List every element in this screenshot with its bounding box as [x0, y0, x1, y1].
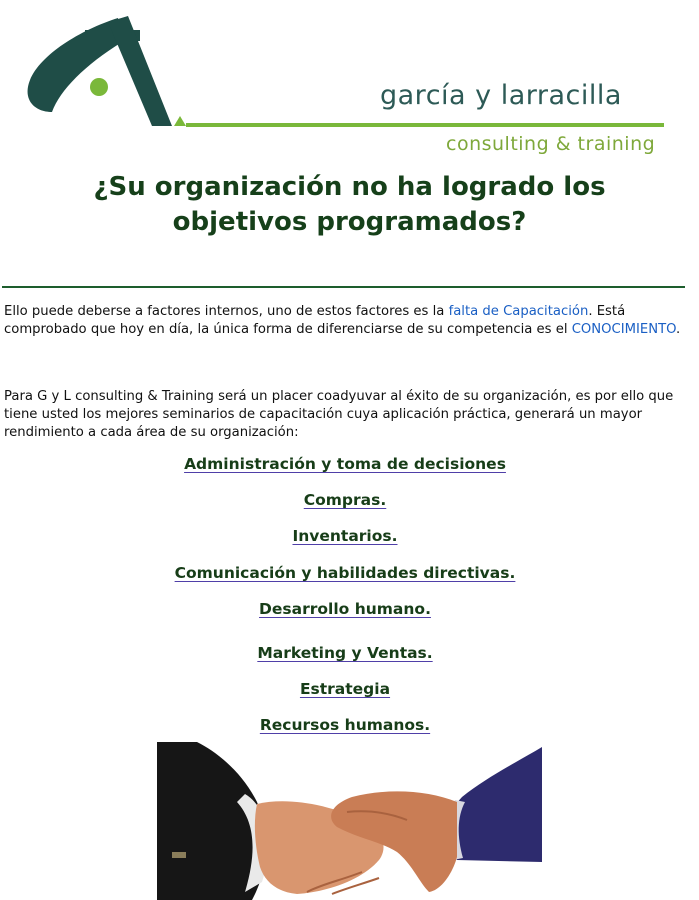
intro-text-3: .: [675, 322, 681, 337]
topic-link-comunicacion[interactable]: [0, 564, 690, 582]
topic-label[interactable]: Compras.: [303, 491, 387, 509]
intro-highlight-conocimiento: CONOCIMIENTO: [571, 322, 676, 337]
headline: [0, 170, 699, 240]
topic-link-recursos-humanos[interactable]: [0, 716, 690, 734]
topic-label[interactable]: Estrategia: [299, 680, 391, 698]
topic-label[interactable]: Recursos humanos.: [259, 716, 431, 734]
topic-label[interactable]: Desarrollo humano.: [259, 600, 431, 618]
intro-text-2: . Está comprobado que hoy en día, la única forma de diferenciarse de su competencia es el: [4, 304, 626, 337]
topic-label[interactable]: Comunicación y habilidades directivas.: [174, 564, 516, 582]
topic-link-compras[interactable]: [0, 491, 690, 509]
topic-link-inventarios[interactable]: [0, 527, 690, 545]
divider: [2, 286, 685, 288]
topic-link-estrategia[interactable]: [0, 680, 690, 698]
intro-text-1: Ello puede deberse a factores internos, uno de estos factores es la: [4, 304, 449, 319]
intro-paragraph: [4, 303, 694, 339]
brand-tagline: consulting & training: [446, 133, 656, 155]
handshake-image: [157, 742, 542, 900]
topic-label[interactable]: Administración y toma de decisiones: [184, 455, 506, 473]
topic-link-desarrollo-humano[interactable]: [0, 600, 690, 618]
offer-paragraph: Para G y L consulting & Training será un placer coadyuvar al éxito de su organización, es por ello que tiene usted los mejores seminarios de capacitación cuya aplicación práctica, generará un mayor rendimiento a cada área de su organización:: [4, 389, 674, 440]
topic-link-administracion[interactable]: [0, 455, 690, 473]
topic-link-marketing[interactable]: [0, 644, 690, 662]
headline-line-1: ¿Su organización no ha logrado los: [93, 172, 606, 202]
brand-name: garcía y larracilla: [380, 80, 622, 111]
topic-label[interactable]: Marketing y Ventas.: [257, 644, 433, 662]
intro-highlight-capacitacion: falta de Capacitación: [448, 304, 589, 319]
header: [0, 0, 699, 165]
headline-line-2: objetivos programados?: [172, 207, 527, 237]
topic-label[interactable]: Inventarios.: [292, 527, 398, 545]
